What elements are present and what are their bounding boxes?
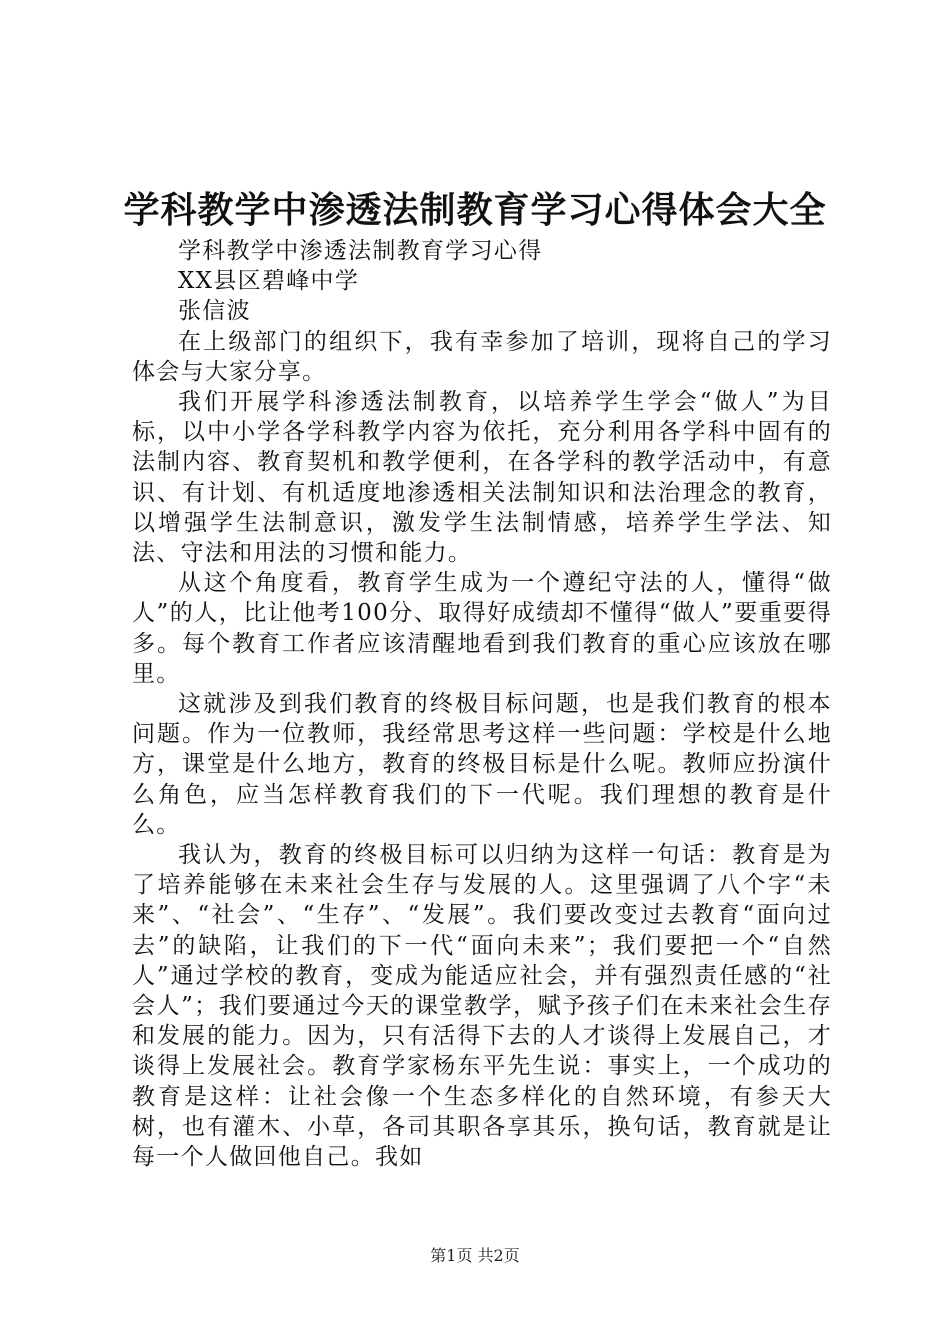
body-paragraph: 这就涉及到我们教育的终极目标问题，也是我们教育的根本问题。作为一位教师，我经常思考这样一些问题：学校是什么地方，课堂是什么地方，教育的终极目标是什么呢。教师应扮演什么角色，应当怎样教育我们的下一代呢。我们理想的教育是什么。 <box>132 691 832 838</box>
document-title: 学科教学中渗透法制教育学习心得体会大全 <box>123 189 827 231</box>
body-paragraph: 我们开展学科渗透法制教育，以培养学生学会“做人”为目标，以中小学各学科教学内容为依托，充分利用各学科中固有的法制内容、教育契机和教学便利，在各学科的教学活动中，有意识、有计划、有机适度地渗透相关法制知识和法治理念的教育，以增强学生法制意识，激发学生法制情感，培养学生学法、知法、守法和用法的习惯和能力。 <box>132 389 832 567</box>
body-paragraph: 在上级部门的组织下，我有幸参加了培训，现将自己的学习体会与大家分享。 <box>132 328 832 385</box>
document-body <box>132 236 832 1172</box>
author-name: 张信波 <box>178 298 251 325</box>
page-number-footer: 第1页 共2页 <box>430 1246 520 1265</box>
school-name: XX县区碧峰中学 <box>178 268 360 295</box>
subtitle: 学科教学中渗透法制教育学习心得 <box>178 238 543 264</box>
body-paragraph: 我认为，教育的终极目标可以归纳为这样一句话：教育是为了培养能够在未来社会生存与发展的人。这里强调了八个字“未来”、“社会”、“生存”、“发展”。我们要改变过去教育“面向过去”的缺陷，让我们的下一代“面向未来”；我们要把一个“自然人”通过学校的教育，变成为能适应社会，并有强烈责任感的“社会人”；我们要通过今天的课堂教学，赋予孩子们在未来社会生存和发展的能力。因为，只有活得下去的人才谈得上发展自己，才谈得上发展社会。教育学家杨东平先生说：事实上，一个成功的教育是这样：让社会像一个生态多样化的自然环境，有参天大树，也有灌木、小草，各司其职各享其乐，换句话，教育就是让每一个人做回他自己。我如 <box>132 842 832 1171</box>
body-paragraph: 从这个角度看，教育学生成为一个遵纪守法的人，懂得“做人”的人，比让他考100分、取得好成绩却不懂得“做人”要重要得多。每个教育工作者应该清醒地看到我们教育的重心应该放在哪里。 <box>132 570 832 687</box>
